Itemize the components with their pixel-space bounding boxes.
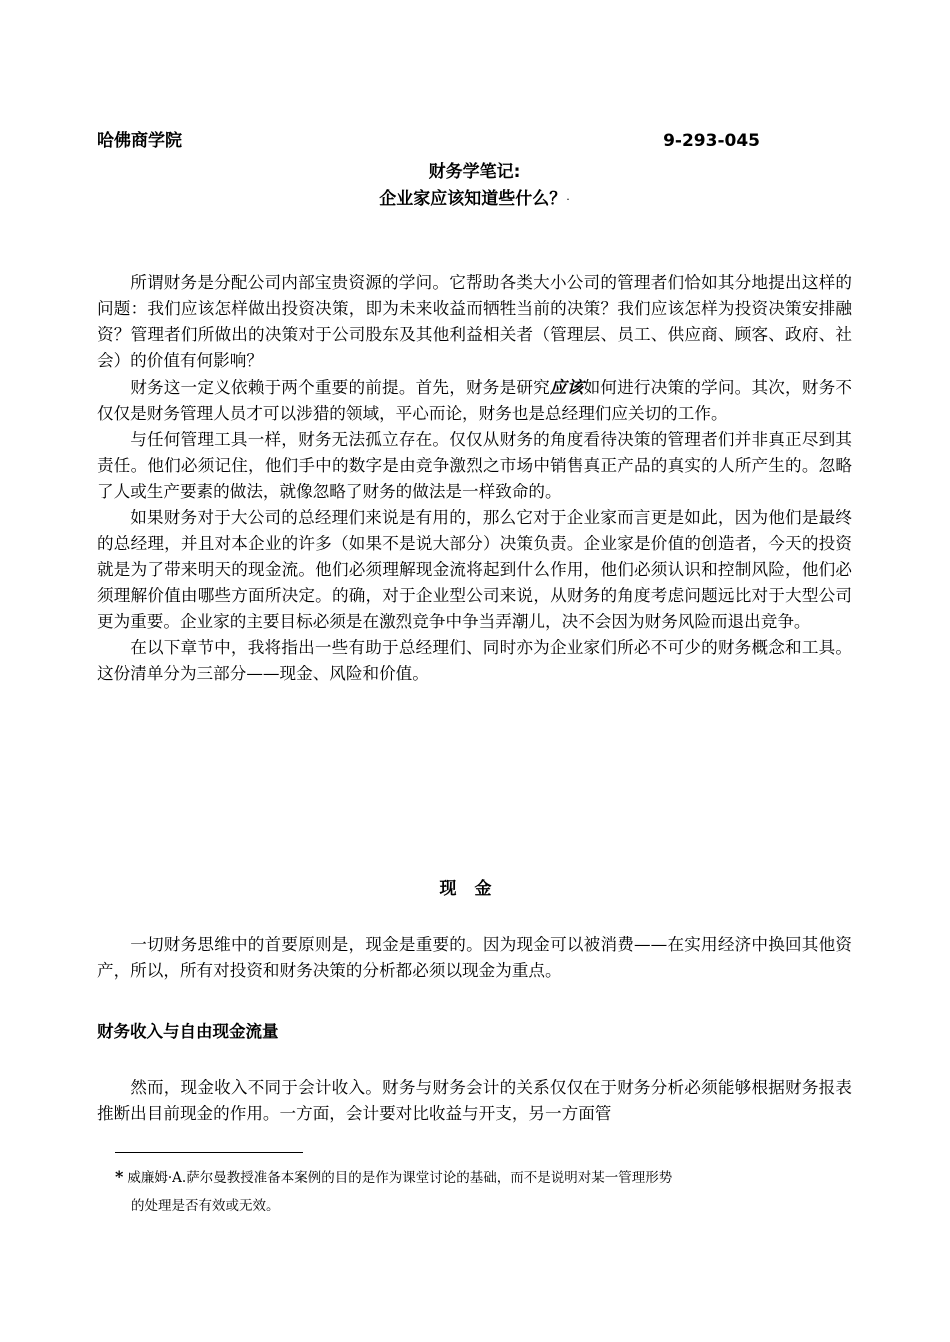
footnote-line-1 [115,1163,825,1192]
footnote-star: * [115,1167,124,1186]
page-header [97,129,760,153]
title-line-1: 财务学笔记: [428,162,521,182]
cash-section [97,932,852,984]
footnote [115,1163,825,1220]
footnote-line-1-text: 威廉姆·A.萨尔曼教授准备本案例的目的是作为课堂讨论的基础，而不是说明对某一管理形势 [127,1170,673,1186]
emphasis-should: 应该 [549,377,584,397]
section-title-cash: 现金 [439,879,510,899]
intro-paragraph-5: 在以下章节中，我将指出一些有助于总经理们、同时亦为企业家们所必不可少的财务概念和工具。这份清单分为三部分——现金、风险和价值。 [97,638,852,683]
footnote-line-2: 的处理是否有效或无效。 [131,1198,280,1214]
subsection-title: 财务收入与自由现金流量 [97,1022,279,1041]
document-code: 9-293-045 [663,131,760,151]
footnote-marker: · [566,193,570,206]
subsection-body [97,1075,852,1127]
footnote-divider [115,1152,303,1153]
intro-paragraph-2-start: 财务这一定义依赖于两个重要的前提。首先，财务是研究 [130,378,550,397]
intro-paragraph-3: 与任何管理工具一样，财务无法孤立存在。仅仅从财务的角度看待决策的管理者们并非真正尽到其责任。他们必须记住，他们手中的数字是由竞争激烈之市场中销售真正产品的真实的人所产生的。忽略了人或生产要素的做法，就像忽略了财务的做法是一样致命的。 [97,430,852,501]
title-line-2-text: 企业家应该知道些什么？ [379,189,567,209]
intro-paragraph-2-end: 如何进行决策的学问。其次，财务不仅仅是财务管理人员才可以涉猎的领域，平心而论，财务也是总经理们应关切的工作。 [97,378,853,423]
document-title [97,159,852,213]
institution-name: 哈佛商学院 [97,131,182,151]
intro-paragraph-2 [97,374,852,427]
intro-section [97,270,852,687]
cash-paragraph-1: 一切财务思维中的首要原则是，现金是重要的。因为现金可以被消费——在实用经济中换回其他资产，所以，所有对投资和财务决策的分析都必须以现金为重点。 [97,935,852,980]
intro-paragraph-1: 所谓财务是分配公司内部宝贵资源的学问。它帮助各类大小公司的管理者们恰如其分地提出这样的问题：我们应该怎样做出投资决策，即为未来收益而牺牲当前的决策？我们应该怎样为投资决策安排融资？管理者们所做出的决策对于公司股东及其他利益相关者（管理层、员工、供应商、顾客、政府、社会）的价值有何影响？ [97,273,852,370]
title-line-2 [97,186,852,213]
subsection-paragraph-1: 然而，现金收入不同于会计收入。财务与财务会计的关系仅仅在于财务分析必须能够根据财务报表推断出目前现金的作用。一方面，会计要对比收益与开支，另一方面管 [97,1078,852,1123]
intro-paragraph-4: 如果财务对于大公司的总经理们来说是有用的，那么它对于企业家而言更是如此，因为他们是最终的总经理，并且对本企业的许多（如果不是说大部分）决策负责。企业家是价值的创造者，今天的投资就是为了带来明天的现金流。他们必须理解现金流将起到什么作用，他们必须认识和控制风险，他们必须理解价值由哪些方面所决定。的确，对于企业型公司来说，从财务的角度考虑问题远比对于大型公司更为重要。企业家的主要目标必须是在激烈竞争中争当弄潮儿，决不会因为财务风险而退出竞争。 [97,508,852,631]
